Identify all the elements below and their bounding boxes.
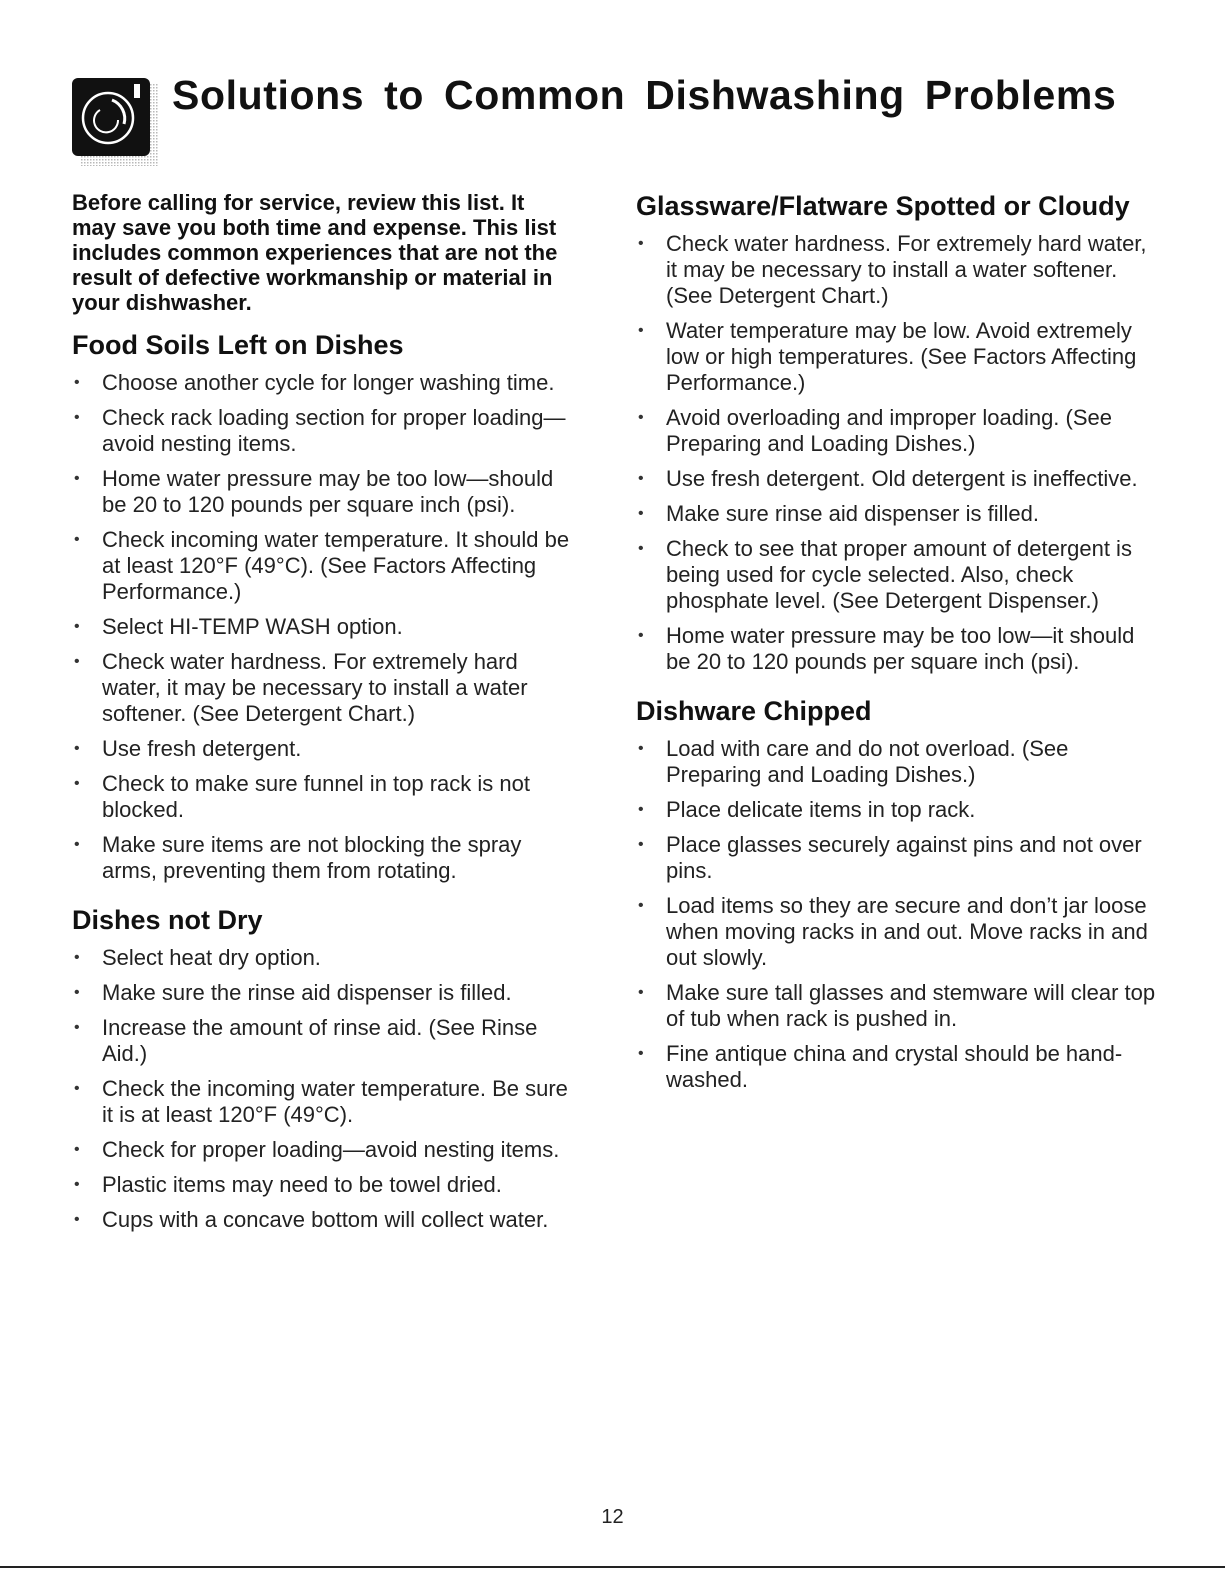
list-item: • Check the incoming water temperature. Be sure it is at least 120°F (49°C). [72,1076,572,1128]
intro-paragraph: Before calling for service, review this list. It may save you both time and expense. This list includes common experiences that are not the result of defective workmanship or material in your dishwasher. [72,190,558,315]
not-dry-list [72,945,572,1233]
food-soils-list [72,370,572,884]
list-item: • Load items so they are secure and don’t jar loose when moving racks in and out. Move racks in and out slowly. [636,893,1156,971]
list-item: • Make sure rinse aid dispenser is filled. [636,501,1156,527]
left-column [72,190,572,1253]
list-item: • Home water pressure may be too low—should be 20 to 120 pounds per square inch (psi). [72,466,572,518]
list-item: • Check water hardness. For extremely hard water, it may be necessary to install a water softener. (See Detergent Chart.) [72,649,572,727]
list-item: • Water temperature may be low. Avoid extremely low or high temperatures. (See Factors Affecting Performance.) [636,318,1156,396]
list-item: • Check incoming water temperature. It should be at least 120°F (49°C). (See Factors Affecting Performance.) [72,527,572,605]
list-item: • Select HI-TEMP WASH option. [72,614,572,640]
list-item: • Place glasses securely against pins and not over pins. [636,832,1156,884]
list-item: • Increase the amount of rinse aid. (See Rinse Aid.) [72,1015,572,1067]
section-heading-not-dry: Dishes not Dry [72,905,263,935]
list-item: • Fine antique china and crystal should be hand-washed. [636,1041,1156,1093]
bottom-divider [0,1566,1225,1568]
list-item: • Check to see that proper amount of detergent is being used for cycle selected. Also, check phosphate level. (See Detergent Dispenser.) [636,536,1156,614]
section-heading-spotted: Glassware/Flatware Spotted or Cloudy [636,191,1130,221]
list-item: • Use fresh detergent. [72,736,572,762]
list-item: • Check rack loading section for proper loading—avoid nesting items. [72,405,572,457]
list-item: • Make sure items are not blocking the spray arms, preventing them from rotating. [72,832,572,884]
list-item: • Check for proper loading—avoid nesting items. [72,1137,572,1163]
list-item: • Make sure the rinse aid dispenser is filled. [72,980,572,1006]
section-heading-chipped: Dishware Chipped [636,696,872,726]
list-item: • Load with care and do not overload. (See Preparing and Loading Dishes.) [636,736,1156,788]
page-number: 12 [601,1506,624,1528]
spotted-list [636,231,1156,675]
list-item: • Check to make sure funnel in top rack is not blocked. [72,771,572,823]
list-item: • Select heat dry option. [72,945,572,971]
list-item: • Place delicate items in top rack. [636,797,1156,823]
list-item: • Avoid overloading and improper loading. (See Preparing and Loading Dishes.) [636,405,1156,457]
right-column [636,190,1156,1113]
list-item: • Check water hardness. For extremely hard water, it may be necessary to install a water softener. (See Detergent Chart.) [636,231,1156,309]
list-item: • Home water pressure may be too low—it should be 20 to 120 pounds per square inch (psi). [636,623,1156,675]
section-heading-food-soils: Food Soils Left on Dishes [72,330,404,360]
page-title: Solutions to Common Dishwashing Problems [172,72,1117,118]
chipped-list [636,736,1156,1093]
list-item: • Plastic items may need to be towel dried. [72,1172,572,1198]
list-item: • Use fresh detergent. Old detergent is ineffective. [636,466,1156,492]
list-item: • Choose another cycle for longer washing time. [72,370,572,396]
list-item: • Make sure tall glasses and stemware will clear top of tub when rack is pushed in. [636,980,1156,1032]
dishwasher-problem-solver-icon [72,78,160,168]
list-item: • Cups with a concave bottom will collect water. [72,1207,572,1233]
page-header [72,72,1172,162]
